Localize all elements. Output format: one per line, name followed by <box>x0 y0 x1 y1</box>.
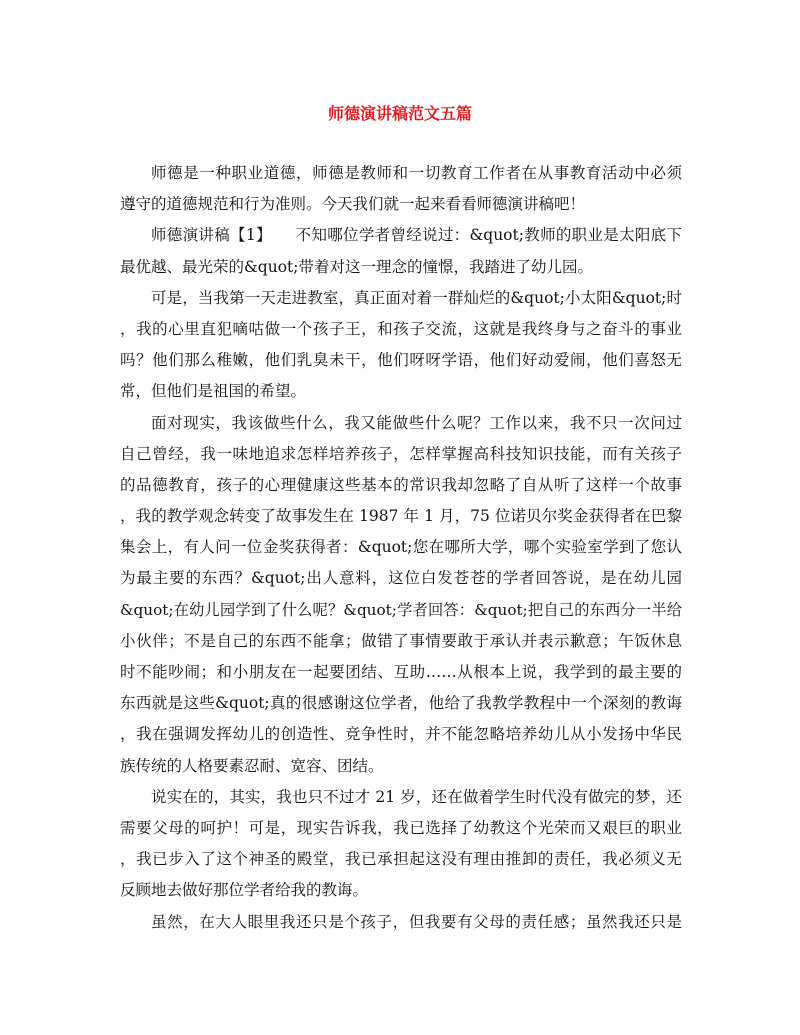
text-line: 最优越、最光荣的&quot;带着对这一理念的憧憬，我踏进了幼儿园。 <box>120 257 593 276</box>
text-line: 遵守的道德规范和行为准则。今天我们就一起来看看师德演讲稿吧！ <box>120 195 586 214</box>
text-line: 为最主要的东西？&quot;出人意料，这位白发苍苍的学者回答说，是在幼儿园 <box>120 569 682 588</box>
text-line: 反顾地去做好那位学者给我的教诲。 <box>120 881 369 900</box>
document-body <box>120 158 682 938</box>
text-line: 师德是一种职业道德，师德是教师和一切教育工作者在从事教育活动中必须 <box>151 164 682 182</box>
text-line: 说实在的，其实，我也只不过才 21 岁，还在做着学生时代没有做完的梦，还 <box>151 787 682 806</box>
text-line: 吗？他们那么稚嫩，他们乳臭未干，他们呀呀学语，他们好动爱闹，他们喜怒无 <box>120 351 682 370</box>
text-line: 可是，当我第一天走进教室，真正面对着一群灿烂的&quot;小太阳&quot;时 <box>151 288 682 307</box>
text-line: &quot;在幼儿园学到了什么呢？&quot;学者回答：&quot;把自己的东西分一半给 <box>120 600 682 619</box>
text-line: 自己曾经，我一味地追求怎样培养孩子，怎样掌握高科技知识技能，而有关孩子 <box>120 444 682 463</box>
text-line: 虽然，在大人眼里我还只是个孩子，但我要有父母的责任感；虽然我还只是 <box>151 912 682 931</box>
text-line: 东西就是这些&quot;真的很感谢这位学者，他给了我教学教程中一个深刻的教诲 <box>120 694 682 713</box>
text-line: 集会上，有人问一位金奖获得者：&quot;您在哪所大学，哪个实验室学到了您认 <box>120 538 682 557</box>
text-line: ，我在强调发挥幼儿的创造性、竞争性时，并不能忽略培养幼儿从小发扬中华民 <box>120 725 682 744</box>
text-line: 常，但他们是祖国的希望。 <box>120 382 307 401</box>
text-line: 师德演讲稿【1】 不知哪位学者曾经说过：&quot;教师的职业是太阳底下 <box>151 226 682 245</box>
page-title: 师德演讲稿范文五篇 <box>327 104 472 123</box>
text-line: 族传统的人格要素忍耐、宽容、团结。 <box>120 756 384 775</box>
text-line: 时不能吵闹；和小朋友在一起要团结、互助……从根本上说，我学到的最主要的 <box>120 663 682 681</box>
text-line: ，我已步入了这个神圣的殿堂，我已承担起这没有理由推卸的责任，我必须义无 <box>120 850 682 869</box>
text-line: 面对现实，我该做些什么，我又能做些什么呢？工作以来，我不只一次问过 <box>151 413 682 432</box>
text-line: ，我的心里直犯嘀咕做一个孩子王，和孩子交流，这就是我终身与之奋斗的事业 <box>120 319 682 338</box>
text-line: 小伙伴；不是自己的东西不能拿；做错了事情要敢于承认并表示歉意；午饭休息 <box>120 631 682 650</box>
text-line: ，我的教学观念转变了故事发生在 1987 年 1 月，75 位诺贝尔奖金获得者在巴黎 <box>120 507 682 526</box>
text-line: 需要父母的呵护！可是，现实告诉我，我已选择了幼教这个光荣而又艰巨的职业 <box>120 818 682 837</box>
text-line: 的品德教育，孩子的心理健康这些基本的常识我却忽略了自从听了这样一个故事 <box>120 475 682 494</box>
